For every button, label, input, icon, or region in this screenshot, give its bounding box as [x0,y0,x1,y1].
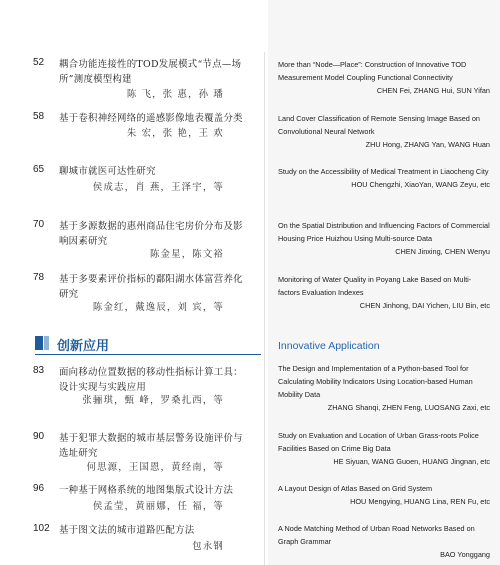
entry-authors-en: HOU Chengzhi, XiaoYan, WANG Zeyu, etc [351,180,490,189]
entry-title-en: More than “Node—Place”: Construction of Innovative TOD Measurement Model Coupling Functional Connectivity [278,60,467,82]
entry-authors-en: BAO Yonggang [440,550,490,559]
entry-title-en: On the Spatial Distribution and Influencing Factors of Commercial Housing Price Huizhou Using Multi-source Data [278,221,490,243]
section-marker-light [44,336,49,350]
entry-title-en: The Design and Implementation of a Python-based Tool for Calculating Mobility Indicators Using Location-based Human Mobility Data [278,364,473,399]
entry-title-en: Land Cover Classification of Remote Sensing Image Based on Convolutional Neural Network [278,114,480,136]
entry-title: 聊城市就医可达性研究 [59,166,156,177]
toc-entry-en-1[interactable] [278,58,490,97]
page-number: 58 [33,111,45,122]
entry-title-en: Study on Evaluation and Location of Urban Grass-roots Police Facilities Based on Crime Big Data [278,431,479,453]
entry-title-en: A Layout Design of Atlas Based on Grid System [278,484,433,493]
toc-entry-en-8[interactable] [278,482,490,508]
toc-entry-en-2[interactable] [278,112,490,151]
entry-authors: 包永钢 [192,541,224,552]
section-title-cn: 创新应用 [57,339,110,354]
entry-title: 面向移动位置数据的移动性指标计算工具：设计实现与实践应用 [59,367,243,393]
section-marker [35,336,43,350]
toc-entry-en-7[interactable] [278,429,490,468]
entry-authors-en: ZHU Hong, ZHANG Yan, WANG Huan [365,140,490,149]
section-heading-cn [35,335,261,354]
entry-title: 基于卷积神经网络的遥感影像地表覆盖分类 [59,113,243,124]
page-number: 70 [33,219,45,230]
entry-title-en: Study on the Accessibility of Medical Treatment in Liaocheng City [278,167,489,176]
page-number: 83 [33,365,45,376]
section-title-en: Innovative Application [278,340,380,352]
entry-authors: 张骊琪，甄 峰，罗桑扎西，等 [82,395,224,406]
entry-title-en: A Node Matching Method of Urban Road Networks Based on Graph Grammar [278,524,475,546]
toc-english-column [268,0,500,565]
entry-authors: 侯成志，肖 燕，王泽宇，等 [92,182,224,193]
entry-authors: 朱 宏，张 艳，王 欢 [126,128,224,139]
entry-authors: 何思源，王国恩，黄经南，等 [86,462,224,473]
entry-title: 耦合功能连接性的TOD发展模式“节点—场所”测度模型构建 [59,59,242,85]
entry-title: 基于图文法的城市道路匹配方法 [59,525,195,536]
entry-title: 基于犯罪大数据的城市基层警务设施评价与选址研究 [59,433,243,459]
page-number: 96 [33,483,45,494]
column-divider [264,52,265,565]
toc-entry-en-4[interactable] [278,219,490,258]
page-number: 78 [33,272,45,283]
page-number: 102 [33,523,50,534]
entry-authors: 陈 飞，张 惠，孙 璠 [126,89,224,100]
entry-title-en: Monitoring of Water Quality in Poyang Lake Based on Multi-factors Evaluation Indexes [278,275,472,297]
entry-title: 基于多要素评价指标的鄱阳湖水体富营养化研究 [59,274,243,300]
entry-title: 一种基于网格系统的地图集版式设计方法 [59,485,234,496]
page-number: 52 [33,57,45,68]
entry-authors-en: HE Siyuan, WANG Guoen, HUANG Jingnan, etc [333,457,490,466]
page-number: 90 [33,431,45,442]
entry-authors-en: CHEN Jinxing, CHEN Wenyu [395,247,490,256]
toc-entry-en-5[interactable] [278,273,490,312]
toc-entry-en-3[interactable] [278,165,490,191]
entry-authors: 陈金星，陈文裕 [149,249,224,260]
entry-authors-en: ZHANG Shanqi, ZHEN Feng, LUOSANG Zaxi, etc [327,403,490,412]
entry-title: 基于多源数据的惠州商品住宅房价分布及影响因素研究 [59,221,243,247]
toc-entry-en-6[interactable] [278,362,490,414]
entry-authors: 侯孟莹，黄丽娜，任 福，等 [92,501,224,512]
page-number: 65 [33,164,45,175]
entry-authors: 陈金红，戴逸辰，刘 宾，等 [92,302,224,313]
section-underline [35,354,261,355]
entry-authors-en: CHEN Jinhong, DAI Yichen, LIU Bin, etc [359,301,490,310]
entry-authors-en: CHEN Fei, ZHANG Hui, SUN Yifan [376,86,490,95]
entry-authors-en: HOU Mengying, HUANG Lina, REN Fu, etc [350,497,490,506]
toc-entry-en-9[interactable] [278,522,490,561]
